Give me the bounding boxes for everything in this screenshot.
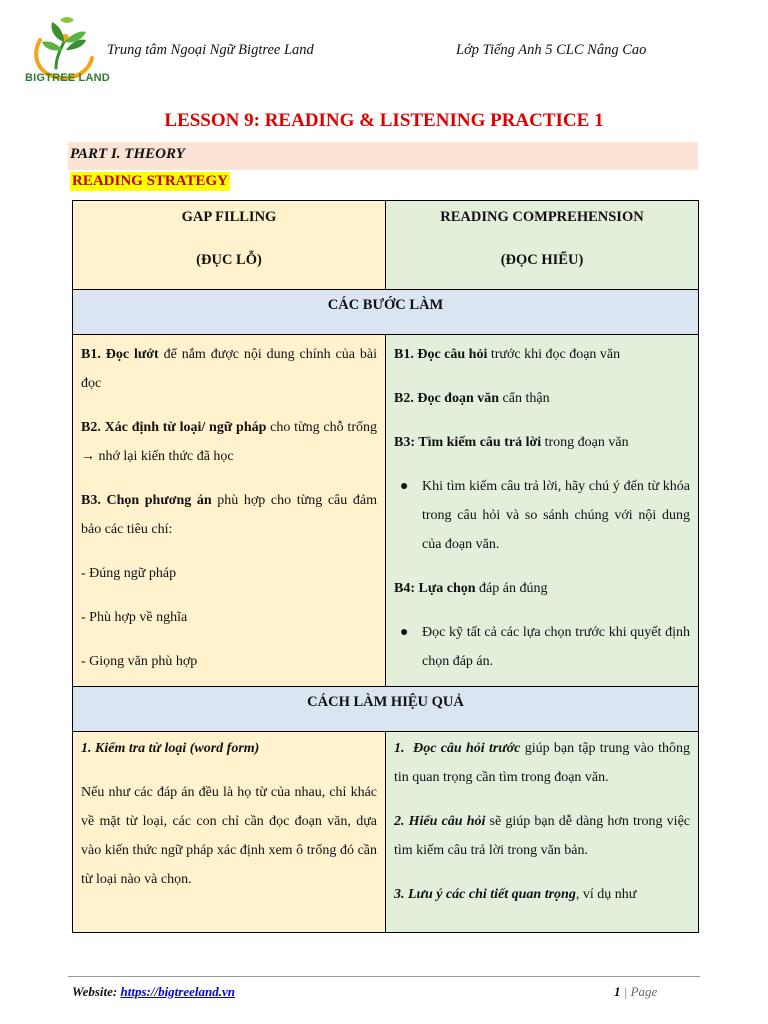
steps-heading: [73, 290, 699, 335]
gap-filling-header: [73, 201, 386, 290]
website-label: Website:: [72, 984, 121, 999]
page-number: [614, 984, 657, 1000]
gap-filling-sub: (ĐỤC LỖ): [196, 252, 262, 268]
class-name: Lớp Tiếng Anh 5 CLC Nâng Cao: [456, 42, 647, 58]
read-tip-3: 3. Lưu ý các chi tiết quan trọng, ví dụ như: [394, 887, 637, 902]
read-step-4: B4: Lựa chọn đáp án đúng: [394, 581, 548, 596]
reading-strategy-heading: READING STRATEGY: [72, 173, 228, 189]
read-step-2: B2. Đọc đoạn văn cẩn thận: [394, 391, 550, 406]
criteria-meaning: - Phù hợp về nghĩa: [81, 610, 188, 625]
read-step-1: B1. Đọc câu hỏi trước khi đọc đoạn văn: [394, 347, 621, 362]
gap-tip-1-text: Nếu như các đáp án đều là họ từ của nhau, chỉ khác về mặt từ loại, các con chỉ cần đọc đoạn văn, dựa vào kiến thức ngữ pháp xác định xem ô trống đó cần từ loại nào và chọn.: [81, 785, 377, 887]
reading-comprehension-title: READING COMPREHENSION: [440, 209, 644, 225]
reading-steps: [386, 335, 699, 687]
footer-divider: [68, 976, 700, 977]
center-name: Trung tâm Ngoại Ngữ Bigtree Land: [107, 42, 314, 58]
reading-comprehension-header: [386, 201, 699, 290]
read-step-4-bullet: [394, 618, 690, 676]
gap-step-1: B1. Đọc lướt để nắm được nội dung chính của bài đọc: [81, 347, 377, 391]
tips-row: [73, 732, 699, 933]
footer-website: [72, 984, 235, 1000]
steps-row: [73, 335, 699, 687]
gap-step-2: B2. Xác định từ loại/ ngữ pháp cho từng chỗ trống → nhớ lại kiến thức đã học: [81, 420, 377, 464]
effective-heading-row: [73, 687, 699, 732]
gap-filling-tips: [73, 732, 386, 933]
read-step-3-bullet-text: Khi tìm kiếm câu trả lời, hãy chú ý đến từ khóa trong câu hỏi và so sánh chúng với nội dung của đoạn văn.: [422, 479, 690, 552]
criteria-grammar: - Đúng ngữ pháp: [81, 566, 177, 581]
lesson-title: LESSON 9: READING & LISTENING PRACTICE 1: [164, 110, 604, 131]
page-label: Page: [630, 984, 658, 999]
website-link[interactable]: https://bigtreeland.vn: [120, 984, 235, 999]
criteria-tone: - Giọng văn phù hợp: [81, 654, 198, 669]
read-tip-1: 1. Đọc câu hỏi trước giúp bạn tập trung vào thông tin quan trọng cần tìm trong đoạn văn.: [394, 741, 690, 785]
effective-heading-text: CÁCH LÀM HIỆU QUẢ: [307, 694, 464, 710]
steps-heading-text: CÁC BƯỚC LÀM: [327, 297, 444, 313]
read-step-4-bullet-text: Đọc kỹ tất cả các lựa chọn trước khi quyết định chọn đáp án.: [422, 625, 690, 669]
gap-filling-steps: [73, 335, 386, 687]
logo-text: BIGTREE LAND: [25, 72, 110, 84]
reading-tips: [386, 732, 699, 933]
page-separator: |: [620, 984, 631, 999]
steps-heading-row: [73, 290, 699, 335]
reading-comprehension-sub: (ĐỌC HIỂU): [500, 252, 584, 268]
bullet-icon: ●: [400, 625, 409, 640]
part-heading: PART I. THEORY: [70, 146, 185, 162]
table-header-row: [73, 201, 699, 290]
read-step-3-bullet: [394, 472, 690, 559]
gap-filling-title: GAP FILLING: [181, 209, 277, 225]
bullet-icon: ●: [400, 479, 409, 494]
read-tip-2: 2. Hiểu câu hỏi sẽ giúp bạn dễ dàng hơn trong việc tìm kiếm câu trả lời trong văn bản.: [394, 814, 690, 858]
gap-step-3: B3. Chọn phương án phù hợp cho từng câu đảm bảo các tiêu chí:: [81, 493, 377, 537]
gap-tip-1-title: 1. Kiểm tra từ loại (word form): [81, 741, 260, 756]
read-step-3: B3: Tìm kiếm câu trả lời trong đoạn văn: [394, 435, 629, 450]
page-num-value: 1: [614, 984, 621, 999]
strategy-table: [72, 200, 699, 933]
effective-heading: [73, 687, 699, 732]
